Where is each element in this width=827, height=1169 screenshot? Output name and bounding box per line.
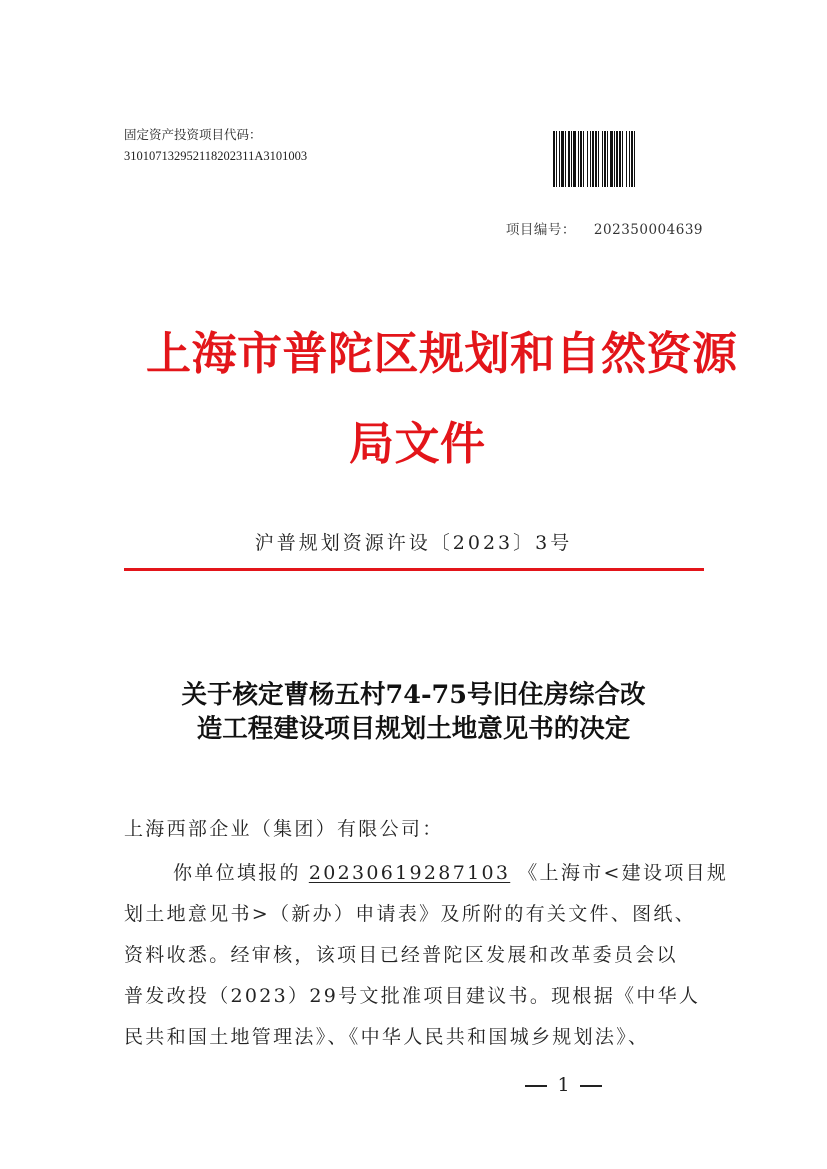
body-line-3: 资料收悉。经审核，该项目已经普陀区发展和改革委员会以 bbox=[124, 944, 678, 966]
page-number-value: 1 bbox=[557, 1074, 570, 1096]
document-title-line1: 关于核定曹杨五村74-75号旧住房综合改 bbox=[181, 680, 646, 710]
page-number bbox=[0, 1074, 827, 1096]
body-line-1 bbox=[173, 858, 728, 885]
addressee: 上海西部企业（集团）有限公司： bbox=[124, 818, 444, 840]
page-dash-right bbox=[580, 1085, 602, 1087]
agency-name-line2: 局文件 bbox=[349, 417, 486, 470]
body-line-4: 普发改投（2023）29号文批准项目建议书。现根据《中华人 bbox=[124, 985, 701, 1007]
application-number: 20230619287103 bbox=[308, 862, 511, 884]
red-divider bbox=[124, 568, 704, 571]
body-line-5: 民共和国土地管理法》、《中华人民共和国城乡规划法》、 bbox=[124, 1026, 650, 1048]
document-title-line2: 造工程建设项目规划土地意见书的决定 bbox=[196, 714, 631, 744]
project-number-value: 202350004639 bbox=[593, 222, 703, 238]
investment-code-label: 固定资产投资项目代码： bbox=[124, 128, 262, 142]
body-line-1-prefix: 你单位填报的 bbox=[173, 862, 301, 884]
page-dash-left bbox=[525, 1085, 547, 1087]
body-line-2: 划土地意见书>（新办）申请表》及所附的有关文件、图纸、 bbox=[124, 903, 697, 925]
document-number: 沪普规划资源许设〔2023〕3号 bbox=[254, 532, 573, 554]
investment-code-value: 310107132952118202311A3101003 bbox=[124, 149, 308, 163]
barcode-icon bbox=[553, 131, 690, 187]
body-line-1-suffix: 《上海市<建设项目规 bbox=[518, 862, 729, 884]
project-number bbox=[506, 218, 703, 238]
project-number-label: 项目编号： bbox=[505, 222, 576, 238]
agency-name-line1: 上海市普陀区规划和自然资源 bbox=[146, 327, 738, 380]
